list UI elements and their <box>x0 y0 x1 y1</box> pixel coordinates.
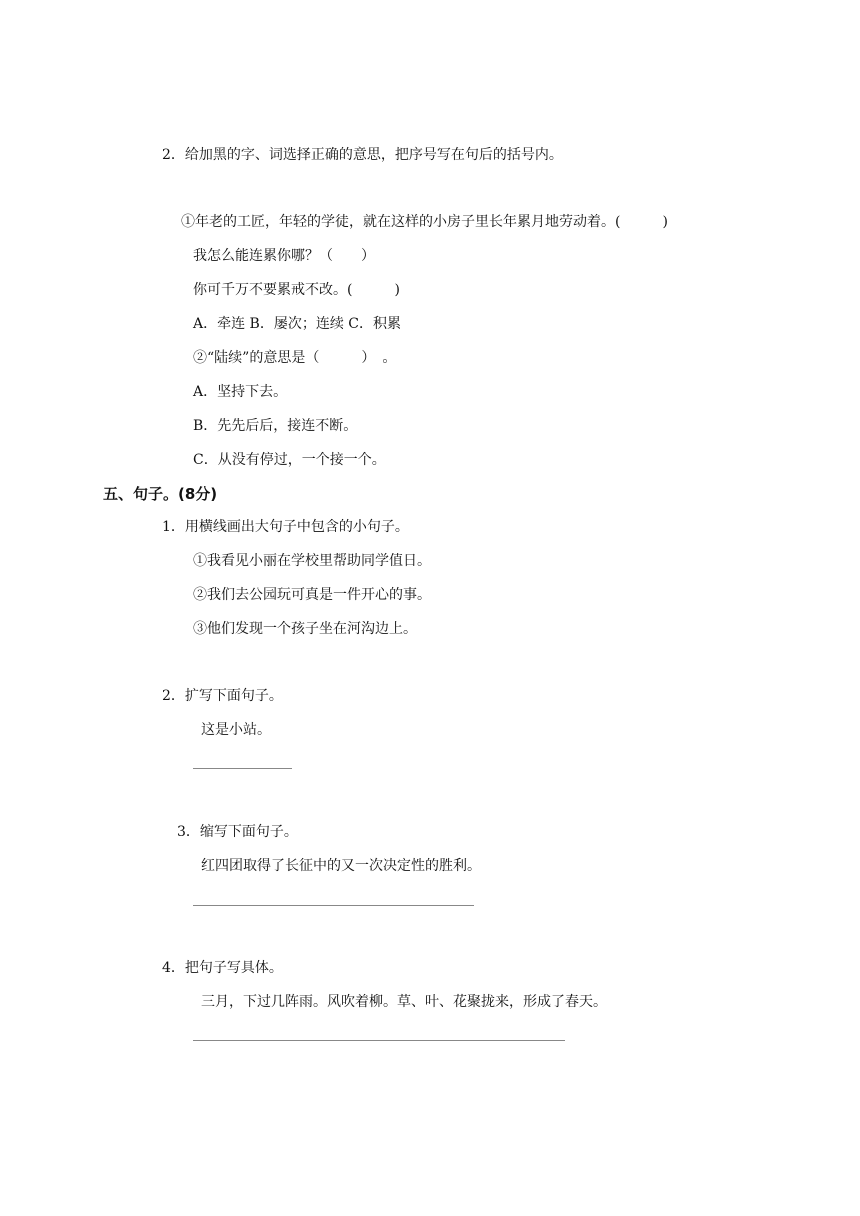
question-2-option-a: A．坚持下去。 <box>193 384 288 400</box>
question-2-line-2: 我怎么能连累你哪？（ ） <box>193 248 375 264</box>
section-5-heading: 五、句子。(8分) <box>103 485 218 503</box>
sentence-task-1-item-3: ③他们发现一个孩子坐在河沟边上。 <box>193 621 417 637</box>
sentence-task-4-title: 4．把句子写具体。 <box>162 960 283 976</box>
question-2-option-c: C．从没有停过，一个接一个。 <box>193 452 386 468</box>
sentence-task-3-sentence: 红四团取得了长征中的又一次决定性的胜利。 <box>201 858 481 874</box>
answer-line-4[interactable] <box>193 1040 565 1041</box>
sentence-task-1-item-2: ②我们去公园玩可真是一件开心的事。 <box>193 587 431 603</box>
sentence-task-3-title: 3．缩写下面句子。 <box>177 824 298 840</box>
answer-line-2[interactable] <box>193 768 292 769</box>
question-2-item-1: ①年老的工匠，年轻的学徒，就在这样的小房子里长年累月地劳动着。( ) <box>181 214 668 230</box>
sentence-task-1-item-1: ①我看见小丽在学校里帮助同学值日。 <box>193 553 431 569</box>
sentence-task-2-sentence: 这是小站。 <box>201 722 271 738</box>
sentence-task-2-title: 2．扩写下面句子。 <box>162 688 283 704</box>
answer-line-3[interactable] <box>193 905 474 906</box>
question-2-title: 2．给加黑的字、词选择正确的意思，把序号写在句后的括号内。 <box>162 147 563 163</box>
sentence-task-1-title: 1．用横线画出大句子中包含的小句子。 <box>162 519 409 535</box>
question-2-line-3: 你可千万不要累戒不改。( ) <box>193 282 400 298</box>
question-2-item-2: ②“陆续”的意思是（ ） 。 <box>193 350 397 366</box>
question-2-option-b: B．先先后后，接连不断。 <box>193 418 358 434</box>
sentence-task-4-sentence: 三月，下过几阵雨。风吹着柳。草、叶、花聚拢来，形成了春天。 <box>201 994 607 1010</box>
question-2-options-1: A．牵连 B．屡次；连续 C．积累 <box>193 316 402 332</box>
